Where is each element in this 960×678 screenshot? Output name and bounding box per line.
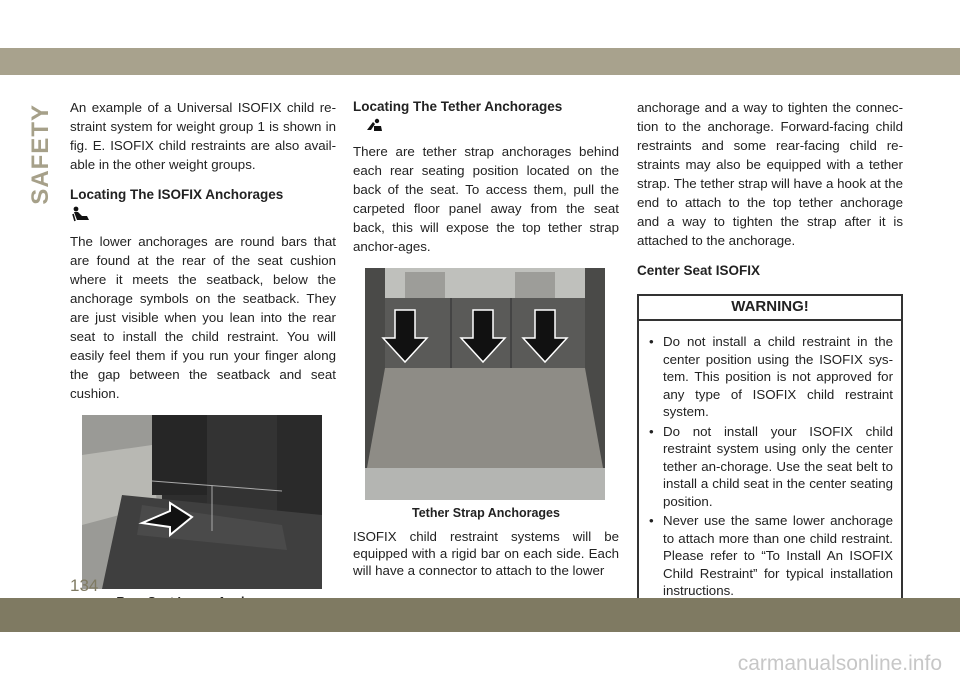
cargo-area-illustration (365, 268, 605, 500)
column-1 (70, 98, 336, 609)
watermark: carmanualsonline.info (737, 652, 942, 675)
warning-item: • Do not install a child restraint in the center position using the ISOFIX sys-tem. This position is not approved for any type of ISOFIX child restraint system. (649, 333, 893, 421)
isofix-body-paragraph: The lower anchorages are round bars that are found at the rear of the seat cushion where it meets the seatback, below the anchorage symbols on the seatback. They are just visible when you lean into the rear seat to install the child restraint. You will easily feel them if you run your finger along the gap between the seatback and seat cushion. (70, 234, 336, 401)
section-label: SAFETY (27, 104, 54, 205)
child-seat-anchor-icon (72, 206, 90, 222)
tether-anchor-icon (365, 118, 383, 132)
warning-item: • Do not install your ISOFIX child restraint system using only the center tether an-chorage. Use the seat belt to install a child seat in the center seating position. (649, 423, 893, 511)
warning-list (639, 321, 901, 612)
page-number: 134 (70, 576, 99, 595)
anchorage-continuation-paragraph: anchorage and a way to tighten the connec-tion to the anchorage. Forward-facing child restraints and some rear-facing child re-straints may also be equipped with a tether strap. The tether strap will have a hook at the end to attach to the top tether anchorage and a way to tighten the strap after it is attached to the anchorage. (637, 100, 903, 248)
photo-caption-tether: Tether Strap Anchorages (412, 506, 560, 520)
rear-seat-illustration (82, 415, 322, 589)
warning-item: • Never use the same lower anchorage to attach more than one child restraint. Please refer to “To Install An ISOFIX Child Restraint” for typical installation instructions. (649, 512, 893, 600)
heading-isofix-anchorages: Locating The ISOFIX Anchorages (70, 187, 284, 202)
heading-center-seat-isofix: Center Seat ISOFIX (637, 263, 761, 278)
top-band (0, 48, 960, 75)
warning-title: WARNING! (639, 296, 901, 321)
intro-paragraph: An example of a Universal ISOFIX child re-straint system for weight group 1 is shown in fig. E. ISOFIX child restraints are also avail-able in the other weight groups. (70, 100, 336, 172)
column-3 (637, 98, 903, 614)
heading-tether-anchorages: Locating The Tether Anchorages (353, 99, 563, 114)
isofix-systems-paragraph: ISOFIX child restraint systems will be equipped with a rigid bar on each side. Each will have a connector to attach to the lower (353, 529, 619, 578)
column-2 (353, 98, 619, 591)
warning-box (637, 294, 903, 614)
bottom-band (0, 598, 960, 632)
rear-seat-photo (82, 415, 322, 589)
tether-body-paragraph: There are tether strap anchorages behind each rear seating position located on the back of the seat. To access them, pull the carpeted floor panel away from the seat back, this will expose the top tether strap anchor-ages. (353, 144, 619, 254)
cargo-area-photo (365, 268, 605, 500)
